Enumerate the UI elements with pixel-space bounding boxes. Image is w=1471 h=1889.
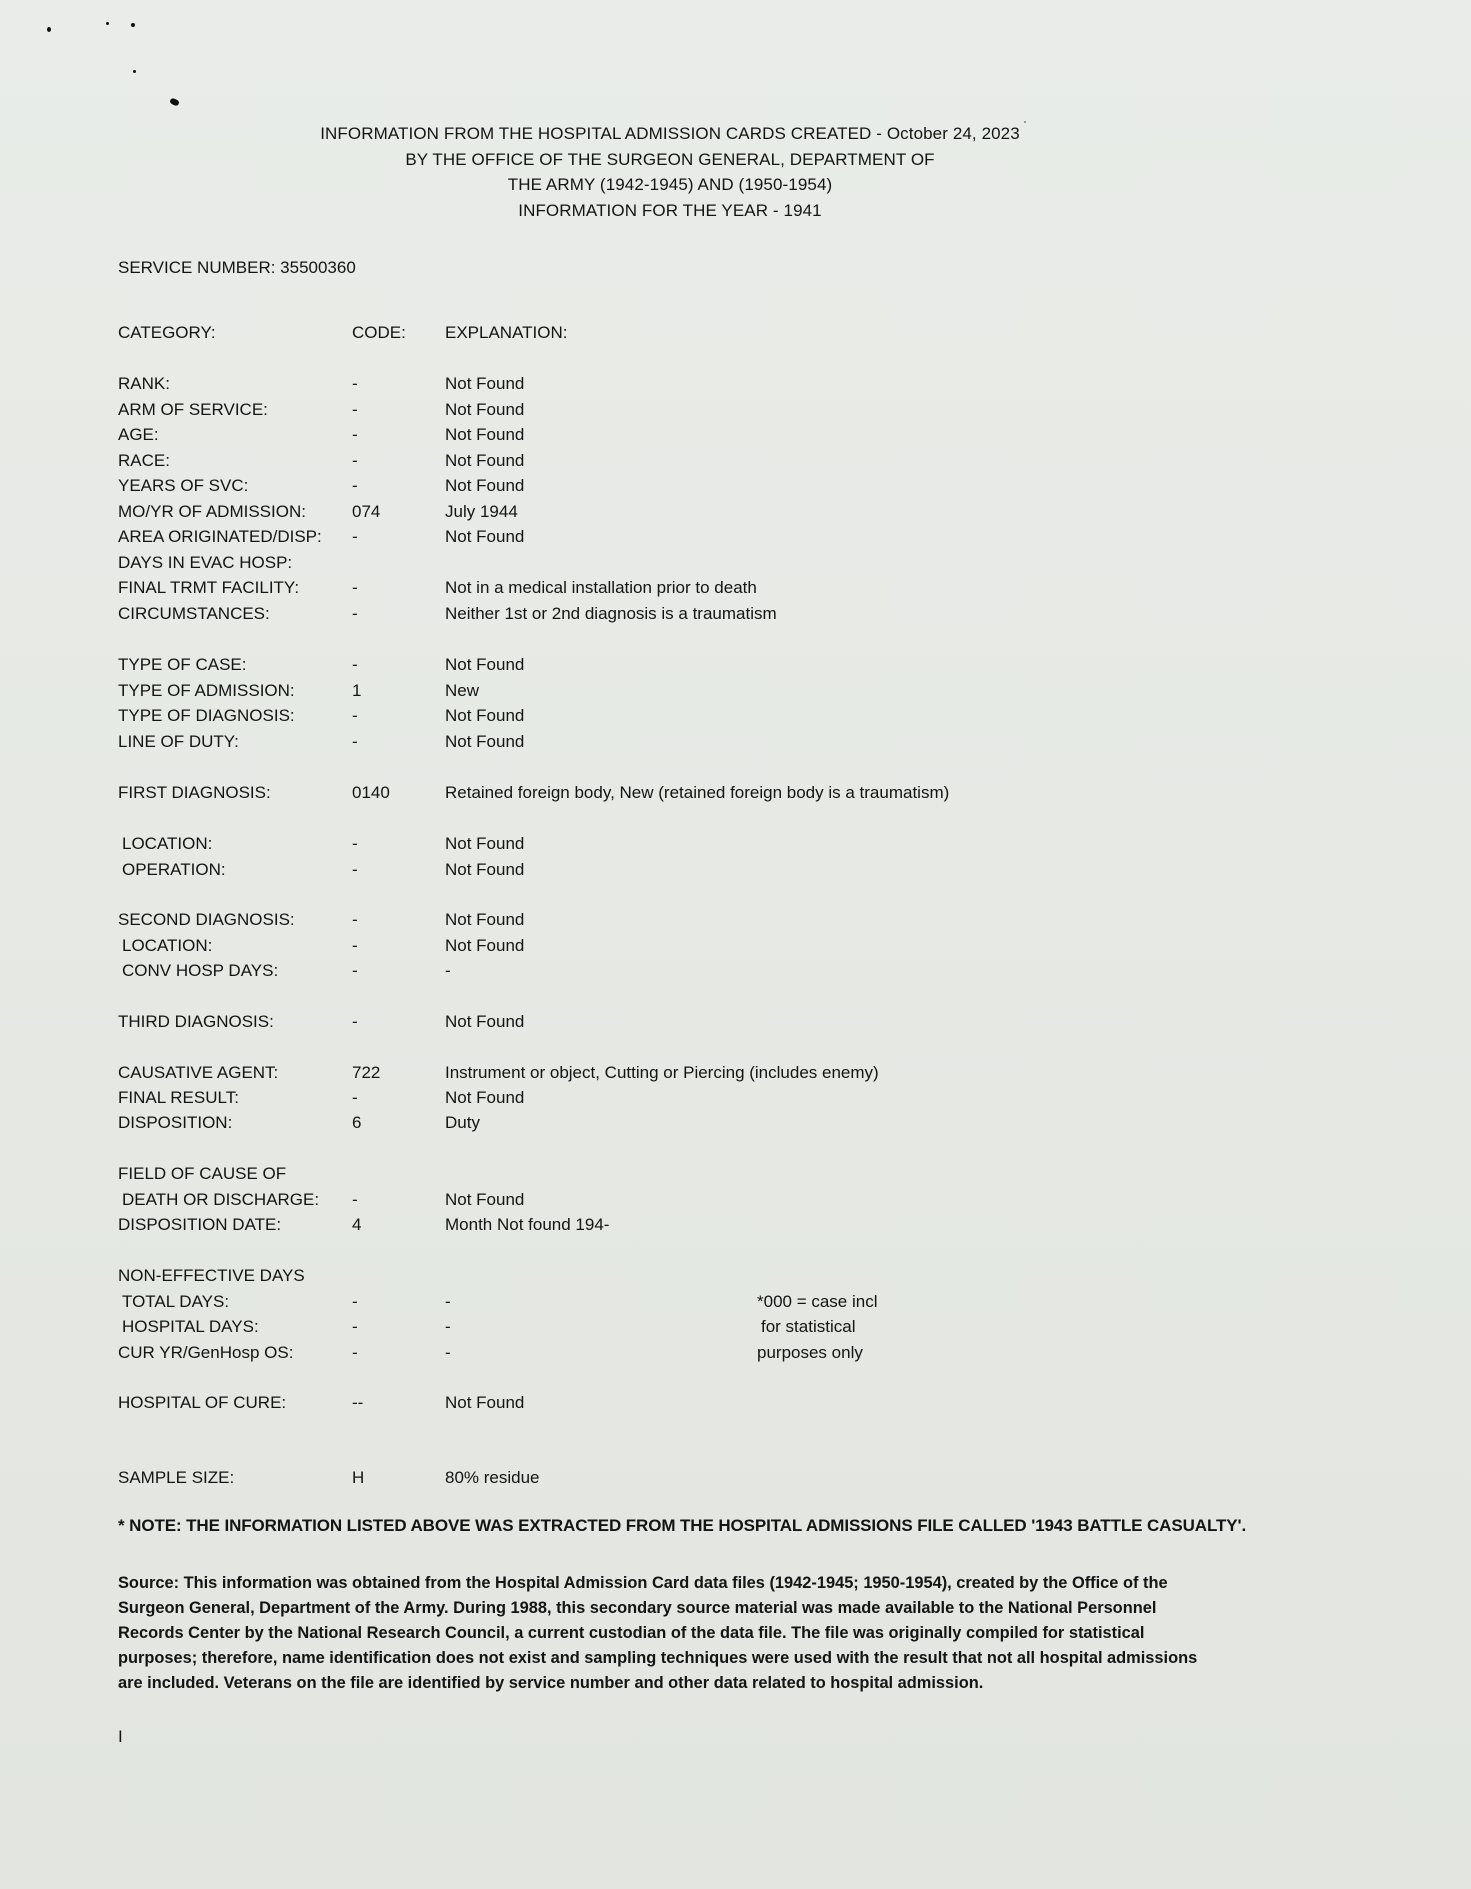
row-code: - [352, 935, 358, 955]
row-explanation: Not Found [445, 476, 525, 495]
row-code: - [352, 859, 358, 879]
source-paragraph [118, 1571, 1223, 1696]
row-explanation: - [445, 1317, 451, 1336]
row-label: CONV HOSP DAYS: [122, 961, 279, 980]
row-code: - [352, 578, 358, 597]
row-label: FINAL RESULT: [118, 1088, 239, 1107]
row-code: 1 [352, 680, 362, 700]
row-side-note: *000 = case incl [757, 1291, 878, 1311]
header-line: BY THE OFFICE OF THE SURGEON GENERAL, DEPARTMENT OF [405, 149, 935, 169]
row-label: MO/YR OF ADMISSION: [118, 501, 306, 521]
row-label: DAYS IN EVAC HOSP: [118, 552, 293, 572]
row-code: - [352, 1189, 358, 1209]
row-label: DEATH OR DISCHARGE: [122, 1189, 320, 1209]
row-label: DISPOSITION: [118, 1113, 233, 1132]
row-label: FINAL TRMT FACILITY: [118, 578, 300, 597]
row-code: 6 [352, 1113, 362, 1132]
row-label: HOSPITAL DAYS: [122, 1317, 259, 1336]
row-explanation: Not Found [445, 399, 525, 419]
header-line: THE ARMY (1942-1945) AND (1950-1954) [507, 175, 833, 194]
row-label: TOTAL DAYS: [122, 1291, 230, 1311]
row-label: NON-EFFECTIVE DAYS [118, 1266, 305, 1285]
row-code: - [352, 374, 358, 393]
row-code: 074 [352, 501, 381, 521]
column-header-explanation: EXPLANATION: [445, 323, 568, 342]
row-label: FIELD OF CAUSE OF [118, 1164, 287, 1183]
row-label: RACE: [118, 450, 170, 470]
row-code: - [352, 706, 358, 725]
row-explanation: - [445, 1291, 451, 1311]
scan-speck [106, 22, 109, 25]
header-line: INFORMATION FROM THE HOSPITAL ADMISSION CARDS CREATED - October 24, 2023 [320, 124, 1020, 143]
row-code: - [352, 910, 358, 929]
scan-speck [47, 27, 51, 32]
row-label: ARM OF SERVICE: [118, 399, 268, 419]
row-code: - [352, 603, 358, 623]
row-explanation: Neither 1st or 2nd diagnosis is a traumatism [445, 603, 777, 623]
scan-speck [131, 23, 135, 27]
row-code: - [352, 425, 358, 444]
scan-speck [169, 97, 180, 106]
row-label: LOCATION: [122, 935, 213, 955]
row-code: - [352, 731, 358, 751]
source-line: purposes; therefore, name identification does not exist and sampling techniques were used with the result that not all hospital admissions [118, 1649, 1198, 1667]
row-explanation: Not Found [445, 910, 525, 929]
row-explanation: Duty [445, 1113, 480, 1132]
row-label: SECOND DIAGNOSIS: [118, 910, 295, 929]
source-line: are included. Veterans on the file are identified by service number and other data related to hospital admission. [118, 1674, 984, 1692]
row-code: 4 [352, 1215, 362, 1234]
footer-mark: I [118, 1727, 123, 1746]
row-explanation: Not in a medical installation prior to death [445, 578, 757, 597]
row-code: - [352, 834, 358, 853]
row-label: DISPOSITION DATE: [118, 1215, 282, 1234]
source-line: Surgeon General, Department of the Army. During 1988, this secondary source material was made available to the National Personnel [118, 1599, 1157, 1617]
row-label: CIRCUMSTANCES: [118, 603, 270, 623]
row-explanation: Not Found [445, 1088, 525, 1107]
row-code: - [352, 961, 358, 980]
row-label: TYPE OF ADMISSION: [118, 680, 295, 700]
row-code: - [352, 1317, 358, 1336]
row-code: H [352, 1468, 365, 1487]
row-explanation: Not Found [445, 706, 525, 725]
row-explanation: Not Found [445, 1393, 525, 1412]
row-explanation: Not Found [445, 834, 525, 853]
document-header [0, 121, 1340, 223]
row-code: - [352, 450, 358, 470]
row-label: TYPE OF CASE: [118, 655, 247, 674]
row-explanation: Not Found [445, 1189, 525, 1209]
row-explanation: July 1944 [445, 501, 518, 521]
row-code: - [352, 1012, 358, 1031]
row-label: YEARS OF SVC: [118, 476, 249, 495]
column-header-category: CATEGORY: [118, 323, 216, 342]
row-code: 722 [352, 1063, 381, 1082]
row-label: TYPE OF DIAGNOSIS: [118, 706, 295, 725]
row-label: AGE: [118, 425, 159, 444]
row-explanation: Instrument or object, Cutting or Piercing (includes enemy) [445, 1063, 879, 1082]
row-explanation: Not Found [445, 859, 525, 879]
row-label: LINE OF DUTY: [118, 731, 239, 751]
row-code: -- [352, 1393, 364, 1412]
row-explanation: New [445, 680, 480, 700]
row-label: OPERATION: [122, 859, 226, 879]
row-side-note: purposes only [757, 1342, 863, 1362]
row-label: CUR YR/GenHosp OS: [118, 1342, 294, 1362]
header-line: INFORMATION FOR THE YEAR - 1941 [518, 200, 822, 220]
row-explanation: Not Found [445, 425, 525, 444]
row-label: THIRD DIAGNOSIS: [118, 1012, 274, 1031]
file-note: * NOTE: THE INFORMATION LISTED ABOVE WAS EXTRACTED FROM THE HOSPITAL ADMISSIONS FILE CALLED '1943 BATTLE CASUALTY'. [118, 1516, 1247, 1535]
service-number: SERVICE NUMBER: 35500360 [118, 258, 356, 277]
row-explanation: Not Found [445, 374, 525, 393]
row-label: AREA ORIGINATED/DISP: [118, 527, 322, 546]
row-label: LOCATION: [122, 834, 213, 853]
row-explanation: Not Found [445, 450, 525, 470]
row-code: - [352, 655, 358, 674]
row-label: SAMPLE SIZE: [118, 1468, 235, 1487]
row-explanation: 80% residue [445, 1468, 540, 1487]
row-explanation: Not Found [445, 935, 525, 955]
row-code: - [352, 1291, 358, 1311]
row-explanation: - [445, 961, 451, 980]
row-code: - [352, 1342, 358, 1362]
row-label: FIRST DIAGNOSIS: [118, 783, 271, 802]
column-header-code: CODE: [352, 323, 406, 342]
row-explanation: Not Found [445, 731, 525, 751]
row-code: 0140 [352, 783, 390, 802]
row-code: - [352, 399, 358, 419]
row-explanation: Not Found [445, 527, 525, 546]
row-explanation: - [445, 1342, 451, 1362]
scan-speck [133, 70, 136, 73]
row-label: CAUSATIVE AGENT: [118, 1063, 279, 1082]
row-code: - [352, 1088, 358, 1107]
row-explanation: Not Found [445, 1012, 525, 1031]
row-side-note: for statistical [761, 1317, 856, 1336]
row-explanation: Month Not found 194- [445, 1215, 610, 1234]
row-code: - [352, 527, 358, 546]
row-label: RANK: [118, 374, 170, 393]
row-explanation: Not Found [445, 655, 525, 674]
source-line: Records Center by the National Research Council, a current custodian of the data file. The file was originally compiled for statistical [118, 1624, 1145, 1642]
row-explanation: Retained foreign body, New (retained foreign body is a traumatism) [445, 783, 950, 802]
row-label: HOSPITAL OF CURE: [118, 1393, 287, 1412]
row-code: - [352, 476, 358, 495]
source-line: Source: This information was obtained from the Hospital Admission Card data files (1942-1945; 1950-1954), created by the Office of the [118, 1574, 1168, 1592]
